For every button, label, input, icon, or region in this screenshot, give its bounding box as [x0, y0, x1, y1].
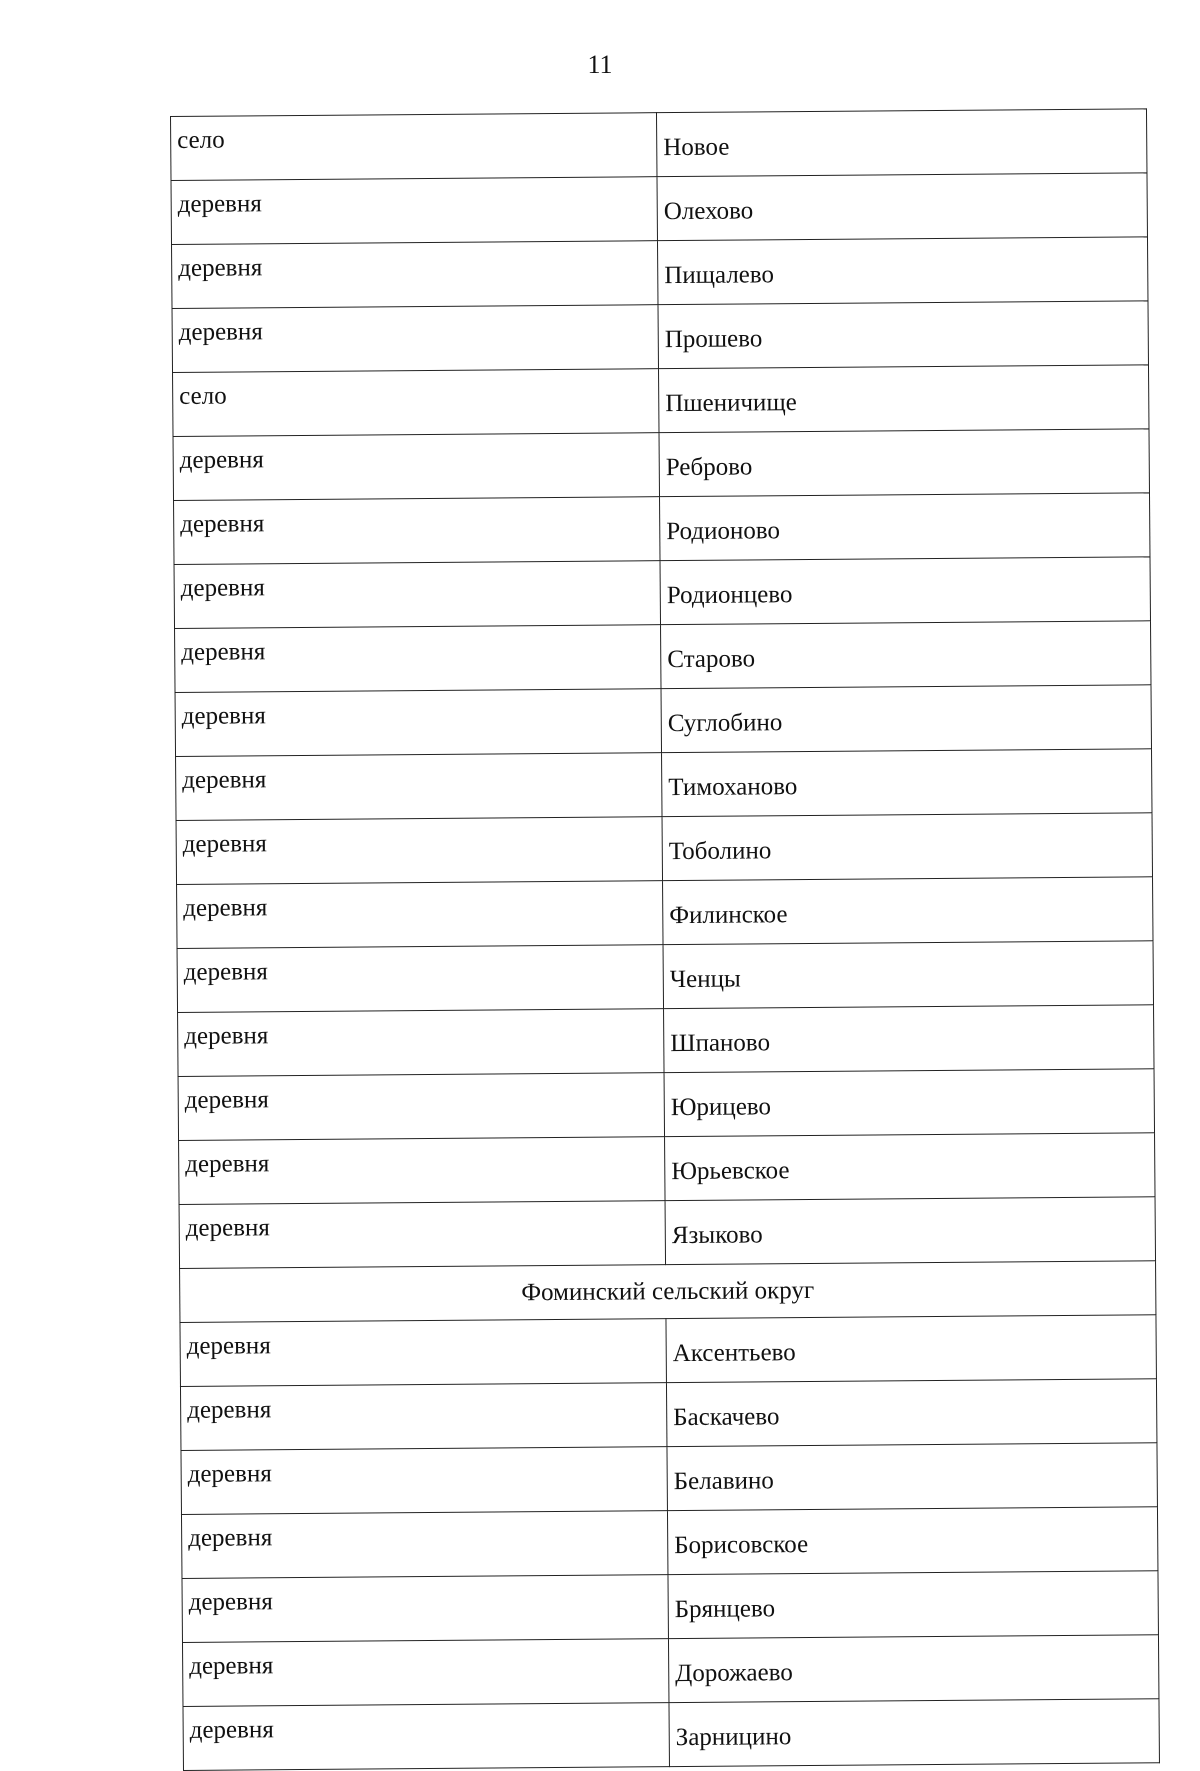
settlement-name-cell: Баскачево	[666, 1379, 1156, 1447]
settlement-name-cell: Родионцево	[660, 557, 1150, 625]
table-row	[180, 1379, 1156, 1451]
table-row	[176, 813, 1152, 885]
settlement-type-cell: деревня	[172, 241, 658, 309]
settlement-type-cell: деревня	[179, 1201, 665, 1269]
settlement-name-cell: Ченцы	[663, 941, 1153, 1009]
table-row	[172, 301, 1148, 373]
settlement-type-cell: деревня	[176, 817, 662, 885]
settlement-name-cell: Филинское	[663, 877, 1153, 945]
settlement-type-cell: деревня	[178, 1073, 664, 1141]
settlement-type-cell: деревня	[177, 945, 663, 1013]
settlement-type-cell: деревня	[182, 1639, 668, 1707]
table-row	[178, 1069, 1154, 1141]
settlement-type-cell: деревня	[171, 177, 657, 245]
table-row	[171, 173, 1147, 245]
table-row	[177, 877, 1153, 949]
settlement-name-cell: Прошево	[658, 301, 1148, 369]
table-row	[179, 1197, 1155, 1269]
table-row	[182, 1635, 1158, 1707]
table-row	[177, 941, 1153, 1013]
settlements-table-body	[171, 109, 1160, 1771]
table-row	[173, 429, 1149, 501]
settlement-name-cell: Родионово	[660, 493, 1150, 561]
table-row	[173, 365, 1149, 437]
table-row	[172, 237, 1148, 309]
settlement-name-cell: Аксентьево	[666, 1315, 1156, 1383]
table-row	[176, 749, 1152, 821]
settlement-name-cell: Юрьевское	[665, 1133, 1155, 1201]
table-row	[181, 1443, 1157, 1515]
table-row	[179, 1133, 1155, 1205]
settlement-type-cell: деревня	[173, 433, 659, 501]
table-row	[174, 557, 1150, 629]
settlement-name-cell: Пищалево	[657, 237, 1147, 305]
settlement-name-cell: Старово	[661, 621, 1151, 689]
settlement-name-cell: Зарницино	[669, 1699, 1159, 1767]
settlement-name-cell: Реброво	[659, 429, 1149, 497]
settlement-type-cell: деревня	[172, 305, 658, 373]
settlement-type-cell: деревня	[174, 497, 660, 565]
settlement-name-cell: Белавино	[667, 1443, 1157, 1511]
table-row	[178, 1005, 1154, 1077]
settlement-name-cell: Тимоханово	[662, 749, 1152, 817]
table-row	[175, 685, 1151, 757]
settlement-name-cell: Суглобино	[661, 685, 1151, 753]
settlement-name-cell: Юрицево	[664, 1069, 1154, 1137]
settlement-name-cell: Дорожаево	[668, 1635, 1158, 1703]
settlement-name-cell: Языково	[665, 1197, 1155, 1265]
section-heading: Фоминский сельский округ	[180, 1261, 1156, 1323]
table-row	[171, 109, 1147, 181]
table-row	[181, 1507, 1157, 1579]
settlement-type-cell: деревня	[180, 1319, 666, 1387]
section-heading-row	[180, 1261, 1156, 1323]
settlement-type-cell: деревня	[181, 1447, 667, 1515]
page-number: 11	[587, 50, 613, 79]
settlement-type-cell: деревня	[182, 1575, 668, 1643]
settlement-name-cell: Новое	[656, 109, 1146, 177]
settlement-type-cell: село	[171, 113, 657, 181]
table-row	[174, 493, 1150, 565]
settlement-type-cell: деревня	[181, 1511, 667, 1579]
table-row	[182, 1571, 1158, 1643]
settlement-type-cell: деревня	[176, 753, 662, 821]
settlement-type-cell: село	[173, 369, 659, 437]
settlement-name-cell: Олехово	[657, 173, 1147, 241]
settlement-type-cell: деревня	[180, 1383, 666, 1451]
settlement-name-cell: Брянцево	[668, 1571, 1158, 1639]
settlement-type-cell: деревня	[183, 1703, 669, 1771]
settlement-type-cell: деревня	[178, 1009, 664, 1077]
settlement-name-cell: Тоболино	[662, 813, 1152, 881]
table-row	[183, 1699, 1159, 1771]
settlement-type-cell: деревня	[175, 625, 661, 693]
settlement-type-cell: деревня	[174, 561, 660, 629]
settlement-type-cell: деревня	[177, 881, 663, 949]
settlement-type-cell: деревня	[179, 1137, 665, 1205]
settlements-table	[170, 108, 1160, 1771]
settlement-name-cell: Борисовское	[667, 1507, 1157, 1575]
table-row	[180, 1315, 1156, 1387]
settlement-name-cell: Шпаново	[664, 1005, 1154, 1073]
table-row	[175, 621, 1151, 693]
settlement-type-cell: деревня	[175, 689, 661, 757]
settlement-name-cell: Пшеничище	[658, 365, 1148, 433]
